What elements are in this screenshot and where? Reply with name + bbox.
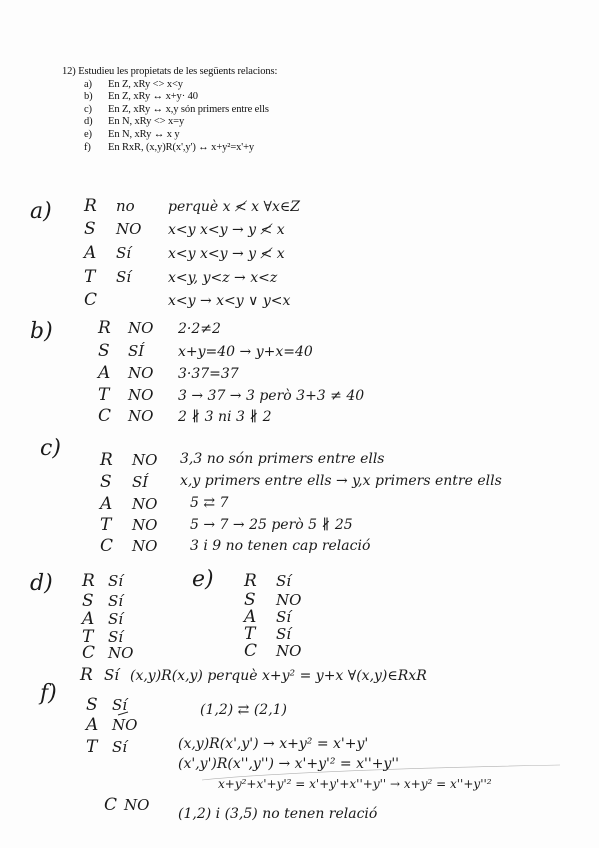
prop-answer: Sí [276, 608, 292, 626]
prop-letter: T [84, 267, 96, 287]
answer-label: b) [30, 319, 53, 344]
prop-letter: S [86, 695, 98, 715]
item-text: En Z, xRy <> x<y [108, 78, 183, 90]
prop-answer: NO [128, 386, 154, 404]
answer-f [38, 665, 492, 822]
answer-label: c) [40, 436, 61, 461]
prop-letter: T [82, 627, 94, 647]
prop-note: 3·37=37 [178, 366, 239, 382]
item-text: En N, xRy <> x=y [108, 116, 185, 128]
item-label: a) [84, 78, 92, 90]
prop-note: (1,2) i (3,5) no tenen relació [178, 806, 378, 822]
item-label: b) [84, 91, 93, 103]
prop-letter: T [86, 737, 98, 757]
prop-answer: Sí [276, 572, 292, 590]
prop-answer: Sí [116, 268, 132, 286]
prop-answer: NO [276, 642, 302, 660]
answer-e [192, 567, 301, 661]
prop-letter: S [82, 591, 94, 611]
prop-letter: R [244, 571, 257, 591]
prop-answer: Sí [112, 738, 128, 756]
item-label: c) [84, 103, 92, 115]
prop-answer: Sí [104, 666, 120, 684]
item-text: En RxR, (x,y)R(x',y') ↔ x+y²=x'+y [108, 141, 255, 153]
prop-letter: C [100, 536, 114, 556]
prop-note: x+y=40 → y+x=40 [178, 344, 313, 360]
prop-letter: S [100, 472, 112, 492]
prop-letter: A [82, 609, 95, 629]
prop-letter: S [98, 341, 110, 361]
prop-note: 5 → 7 → 25 però 5 ∦ 25 [190, 517, 353, 533]
prop-note: x+y²+x'+y'² = x'+y'+x''+y'' → x+y² = x''+y''² [218, 777, 492, 791]
answer-d [30, 571, 133, 663]
prop-letter: C [104, 795, 118, 815]
answer-c [40, 436, 502, 556]
answer-label: d) [30, 571, 53, 596]
prop-answer: NO [108, 644, 134, 662]
prop-letter: T [98, 385, 110, 405]
answer-label: e) [192, 567, 214, 592]
prop-answer: Sí [112, 696, 128, 714]
prop-letter: R [84, 196, 97, 216]
prop-answer: NO [116, 220, 142, 238]
prop-note: 3,3 no són primers entre ells [180, 451, 385, 467]
prop-note: (x',y')R(x'',y'') → x'+y'² = x''+y'' [178, 756, 400, 772]
prop-note: x<y, y<z → x<z [168, 270, 278, 286]
prop-answer: NO [112, 716, 138, 734]
prop-answer: NO [132, 516, 158, 534]
prop-letter: C [98, 406, 112, 426]
prop-note: x<y → x<y ∨ y<x [168, 293, 291, 309]
item-label: f) [84, 141, 91, 153]
prop-answer: NO [128, 319, 154, 337]
prop-letter: A [100, 494, 113, 514]
prop-answer: Sí [108, 610, 124, 628]
prop-answer: NO [128, 407, 154, 425]
prop-note: (1,2) ⇄ (2,1) [200, 702, 288, 718]
prop-letter: R [98, 318, 111, 338]
answer-label: f) [40, 681, 57, 706]
prop-answer: NO [132, 451, 158, 469]
item-label: d) [84, 116, 93, 128]
prop-letter: A [244, 607, 257, 627]
prop-note: 3 i 9 no tenen cap relació [190, 538, 371, 554]
prop-answer: no [116, 197, 135, 215]
prop-letter: R [80, 665, 93, 685]
prop-note: (x,y)R(x',y') → x+y² = x'+y' [178, 736, 369, 752]
prop-letter: C [82, 643, 96, 663]
prop-note: 2·2≠2 [178, 321, 221, 337]
prop-letter: R [100, 450, 113, 470]
problem-title: 12) Estudieu les propietats de les següents relacions: [62, 66, 278, 77]
prop-note: perquè x ≮ x ∀x∈Z [168, 199, 300, 215]
prop-letter: S [84, 219, 96, 239]
item-text: En N, xRy ↔ x y [108, 128, 180, 140]
prop-letter: R [82, 571, 95, 591]
prop-note: 3 → 37 → 3 però 3+3 ≠ 40 [178, 388, 365, 404]
prop-letter: S [244, 590, 256, 610]
item-text: En Z, xRy ↔ x+y· 40 [108, 91, 198, 103]
prop-answer: Sí [108, 592, 124, 610]
prop-letter: C [244, 641, 258, 661]
prop-letter: A [84, 243, 97, 263]
prop-answer: NO [132, 537, 158, 555]
item-text: En Z, xRy ↔ x,y són primers entre ells [108, 103, 269, 115]
prop-answer: NO [128, 364, 154, 382]
prop-answer: NO [124, 796, 150, 814]
answer-a [30, 196, 300, 310]
prop-note: x<y x<y → y ≮ x [168, 246, 285, 262]
prop-note: 5 ⇄ 7 [190, 495, 229, 511]
prop-answer: SÍ [128, 342, 145, 360]
prop-letter: A [98, 363, 111, 383]
prop-note: (x,y)R(x,y) perquè x+y² = y+x ∀(x,y)∈RxR [130, 668, 427, 684]
prop-note: x,y primers entre ells → y,x primers entre ells [180, 473, 502, 489]
prop-answer: Sí [116, 244, 132, 262]
prop-letter: A [86, 715, 99, 735]
prop-answer: Sí [108, 572, 124, 590]
answer-b [30, 318, 364, 426]
prop-answer: Sí [276, 625, 292, 643]
prop-answer: Sí [108, 628, 124, 646]
prop-answer: NO [132, 495, 158, 513]
prop-letter: C [84, 290, 98, 310]
prop-note: 2 ∦ 3 ni 3 ∦ 2 [178, 409, 272, 425]
prop-note: x<y x<y → y ≮ x [168, 222, 285, 238]
answer-label: a) [30, 199, 52, 224]
prop-answer: NO [276, 591, 302, 609]
prop-answer: SÍ [132, 473, 149, 491]
item-label: e) [84, 128, 92, 140]
prop-letter: T [244, 624, 256, 644]
prop-letter: T [100, 515, 112, 535]
